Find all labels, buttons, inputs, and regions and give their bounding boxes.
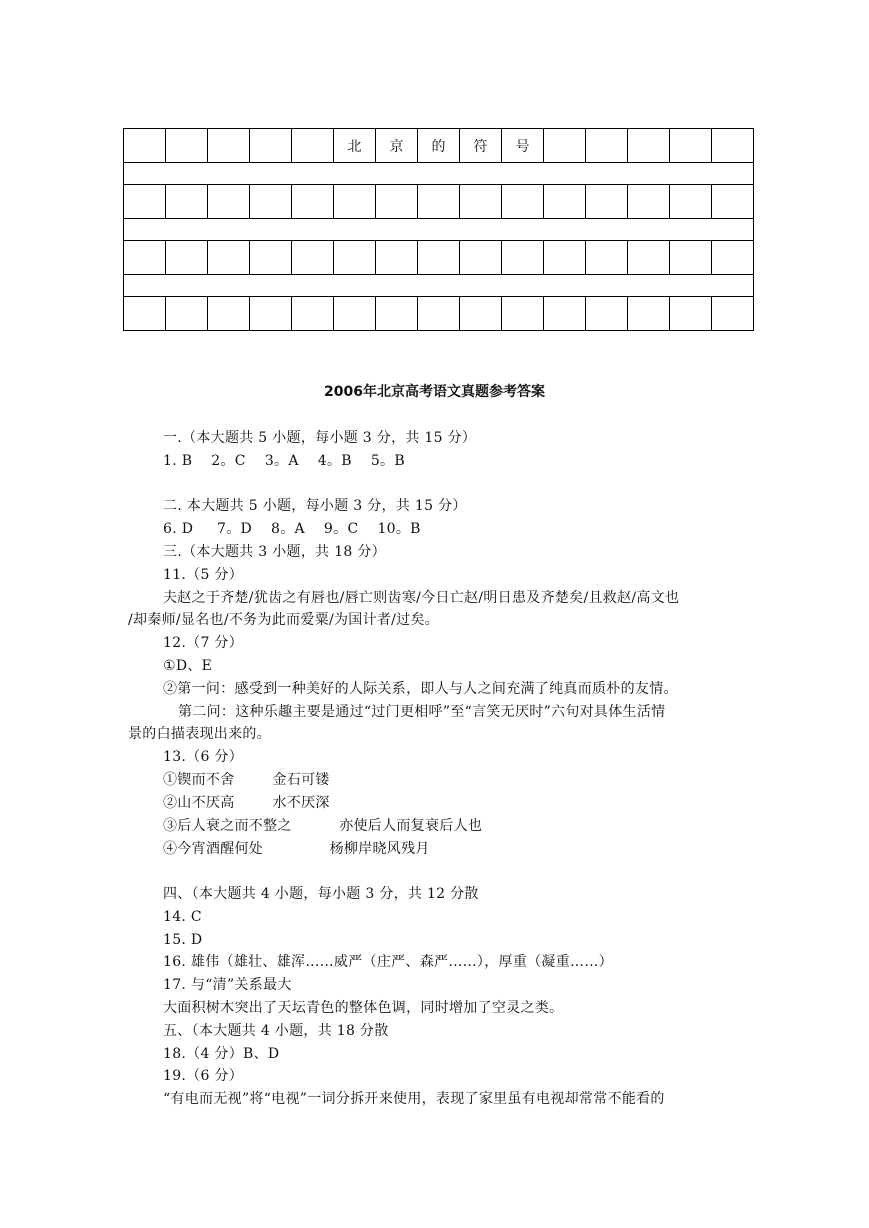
grid-cell <box>166 185 208 219</box>
section-1-heading: 一.（本大题共 5 小题，每小题 3 分，共 15 分） <box>163 430 477 446</box>
question-13-item-1: ①锲而不舍 金石可镂 <box>163 772 330 788</box>
grid-cell <box>418 185 460 219</box>
grid-cell <box>250 297 292 331</box>
grid-cell <box>670 129 712 163</box>
grid-cell <box>292 297 334 331</box>
grid-cell <box>334 297 376 331</box>
grid-cell <box>628 241 670 275</box>
grid-cell <box>166 297 208 331</box>
grid-cell <box>712 129 754 163</box>
question-14-answer: 14. C <box>163 909 202 925</box>
grid-cell <box>586 297 628 331</box>
grid-cell: 号 <box>502 129 544 163</box>
grid-cell <box>460 297 502 331</box>
grid-cell <box>418 241 460 275</box>
grid-cell <box>670 297 712 331</box>
grid-cell <box>544 241 586 275</box>
grid-cell <box>670 185 712 219</box>
grid-cell <box>376 241 418 275</box>
grid-cell <box>376 297 418 331</box>
grid-cell <box>502 241 544 275</box>
question-17-label: 17. 与“清”关系最大 <box>163 977 292 993</box>
question-12-part-2-end: 景的白描表现出来的。 <box>128 726 271 742</box>
question-16-answer: 16. 雄伟（雄壮、雄浑……威严（庄严、森严……），厚重（凝重……） <box>163 954 613 970</box>
question-13-label: 13.（6 分） <box>163 749 244 765</box>
question-13-item-4: ④今宵酒醒何处 杨柳岸晓风残月 <box>163 841 430 857</box>
grid-cell <box>670 241 712 275</box>
section-3-heading: 三.（本大题共 3 小题，共 18 分） <box>163 544 386 560</box>
grid-row <box>124 129 754 163</box>
grid-cell <box>712 185 754 219</box>
question-12-part-2-continued: 第二问：这种乐趣主要是通过“过门更相呼”至“言笑无厌时”六句对具体生活情 <box>178 704 666 720</box>
grid-cell <box>418 297 460 331</box>
grid-row <box>124 241 754 275</box>
grid-cell <box>124 241 166 275</box>
grid-spacer-row <box>124 219 754 241</box>
grid-cell <box>586 129 628 163</box>
grid-spacer-row <box>124 275 754 297</box>
grid-cell: 符 <box>460 129 502 163</box>
grid-cell <box>250 185 292 219</box>
section-2-answers: 6. D 7。D 8。A 9。C 10。B <box>163 521 421 537</box>
section-1-answers: 1. B 2。C 3。A 4。B 5。B <box>163 453 405 469</box>
grid-cell: 北 <box>334 129 376 163</box>
question-13-item-3: ③后人衰之而不整之 亦使后人而复衰后人也 <box>163 818 483 834</box>
grid-cell <box>334 185 376 219</box>
grid-cell <box>292 185 334 219</box>
grid-cell <box>166 241 208 275</box>
grid-cell <box>250 129 292 163</box>
grid-cell: 的 <box>418 129 460 163</box>
grid-cell <box>586 241 628 275</box>
grid-cell <box>586 185 628 219</box>
question-17-answer: 大面积树木突出了天坛青色的整体色调，同时增加了空灵之类。 <box>163 1000 564 1016</box>
grid-cell <box>628 129 670 163</box>
grid-cell <box>502 297 544 331</box>
grid-cell <box>124 129 166 163</box>
question-15-answer: 15. D <box>163 932 203 948</box>
question-19-answer: “有电而无视”将“电视”一词分拆开来使用，表现了家里虽有电视却常常不能看的 <box>163 1091 665 1107</box>
grid-cell <box>292 129 334 163</box>
question-12-label: 12.（7 分） <box>163 635 244 651</box>
grid-cell <box>208 241 250 275</box>
grid-cell <box>250 241 292 275</box>
grid-cell <box>208 129 250 163</box>
grid-cell <box>166 129 208 163</box>
grid-cell <box>628 185 670 219</box>
section-2-heading: 二. 本大题共 5 小题，每小题 3 分，共 15 分） <box>163 498 467 514</box>
grid-spacer <box>124 219 754 241</box>
grid-cell <box>292 241 334 275</box>
grid-spacer <box>124 163 754 185</box>
grid-spacer-row <box>124 163 754 185</box>
grid-cell <box>208 185 250 219</box>
grid-cell <box>208 297 250 331</box>
writing-grid <box>123 128 754 331</box>
grid-row <box>124 185 754 219</box>
grid-cell <box>124 297 166 331</box>
grid-cell: 京 <box>376 129 418 163</box>
grid-cell <box>628 297 670 331</box>
grid-cell <box>460 241 502 275</box>
section-4-heading: 四、（本大题共 4 小题，每小题 3 分，共 12 分散 <box>163 886 479 902</box>
grid-cell <box>544 185 586 219</box>
grid-cell <box>544 297 586 331</box>
question-11-answer-line-2: /却秦师/显名也/不务为此而爱粟/为国计者/过矣。 <box>128 612 440 628</box>
section-5-heading: 五、（本大题共 4 小题，共 18 分散 <box>163 1023 389 1039</box>
grid-cell <box>376 185 418 219</box>
question-12-part-2: ②第一问：感受到一种美好的人际关系，即人与人之间充满了纯真而质朴的友情。 <box>163 681 678 697</box>
grid-cell <box>460 185 502 219</box>
grid-cell <box>712 297 754 331</box>
document-title: 2006年北京高考语文真题参考答案 <box>324 384 545 400</box>
grid-cell <box>544 129 586 163</box>
question-11-label: 11.（5 分） <box>163 567 244 583</box>
grid-cell <box>502 185 544 219</box>
question-13-item-2: ②山不厌高 水不厌深 <box>163 795 330 811</box>
grid-spacer <box>124 275 754 297</box>
grid-cell <box>334 241 376 275</box>
grid-cell <box>712 241 754 275</box>
question-19-label: 19.（6 分） <box>163 1068 244 1084</box>
question-11-answer-line-1: 夫赵之于齐楚/犹齿之有唇也/唇亡则齿寒/今日亡赵/明日患及齐楚矣/且救赵/高文也 <box>163 590 680 606</box>
grid-cell <box>124 185 166 219</box>
grid-row <box>124 297 754 331</box>
question-18-answer: 18.（4 分）B、D <box>163 1046 280 1062</box>
question-12-part-1: ①D、E <box>163 658 213 674</box>
